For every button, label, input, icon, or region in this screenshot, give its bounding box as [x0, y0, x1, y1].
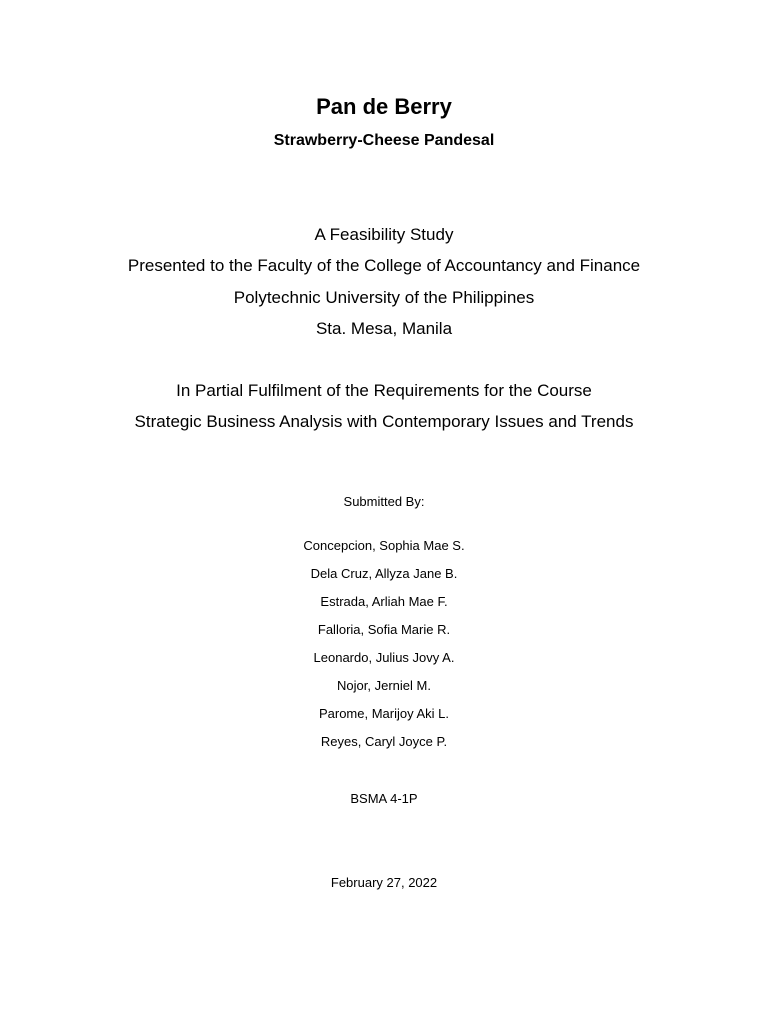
document-title: Pan de Berry — [316, 94, 452, 119]
author-name: Leonardo, Julius Jovy A. — [313, 650, 455, 665]
author-name: Concepcion, Sophia Mae S. — [303, 538, 465, 553]
university-name: Polytechnic University of the Philippines — [233, 288, 535, 307]
author-name: Falloria, Sofia Marie R. — [317, 622, 451, 637]
fulfilment-statement: In Partial Fulfilment of the Requirements for the Course — [176, 381, 592, 400]
author-name: Nojor, Jerniel M. — [337, 678, 431, 693]
author-name: Reyes, Caryl Joyce P. — [320, 734, 448, 749]
author-name: Parome, Marijoy Aki L. — [318, 706, 450, 721]
study-type: A Feasibility Study — [314, 225, 454, 244]
submission-date: February 27, 2022 — [330, 875, 438, 890]
submitted-by-label: Submitted By: — [343, 494, 425, 509]
author-name: Dela Cruz, Allyza Jane B. — [310, 566, 458, 581]
university-location: Sta. Mesa, Manila — [315, 319, 453, 338]
document-subtitle: Strawberry-Cheese Pandesal — [273, 132, 495, 149]
course-name: Strategic Business Analysis with Contemporary Issues and Trends — [134, 412, 634, 431]
presented-to: Presented to the Faculty of the College of Accountancy and Finance — [127, 256, 641, 275]
author-name: Estrada, Arliah Mae F. — [320, 594, 448, 609]
class-section: BSMA 4-1P — [350, 791, 418, 806]
